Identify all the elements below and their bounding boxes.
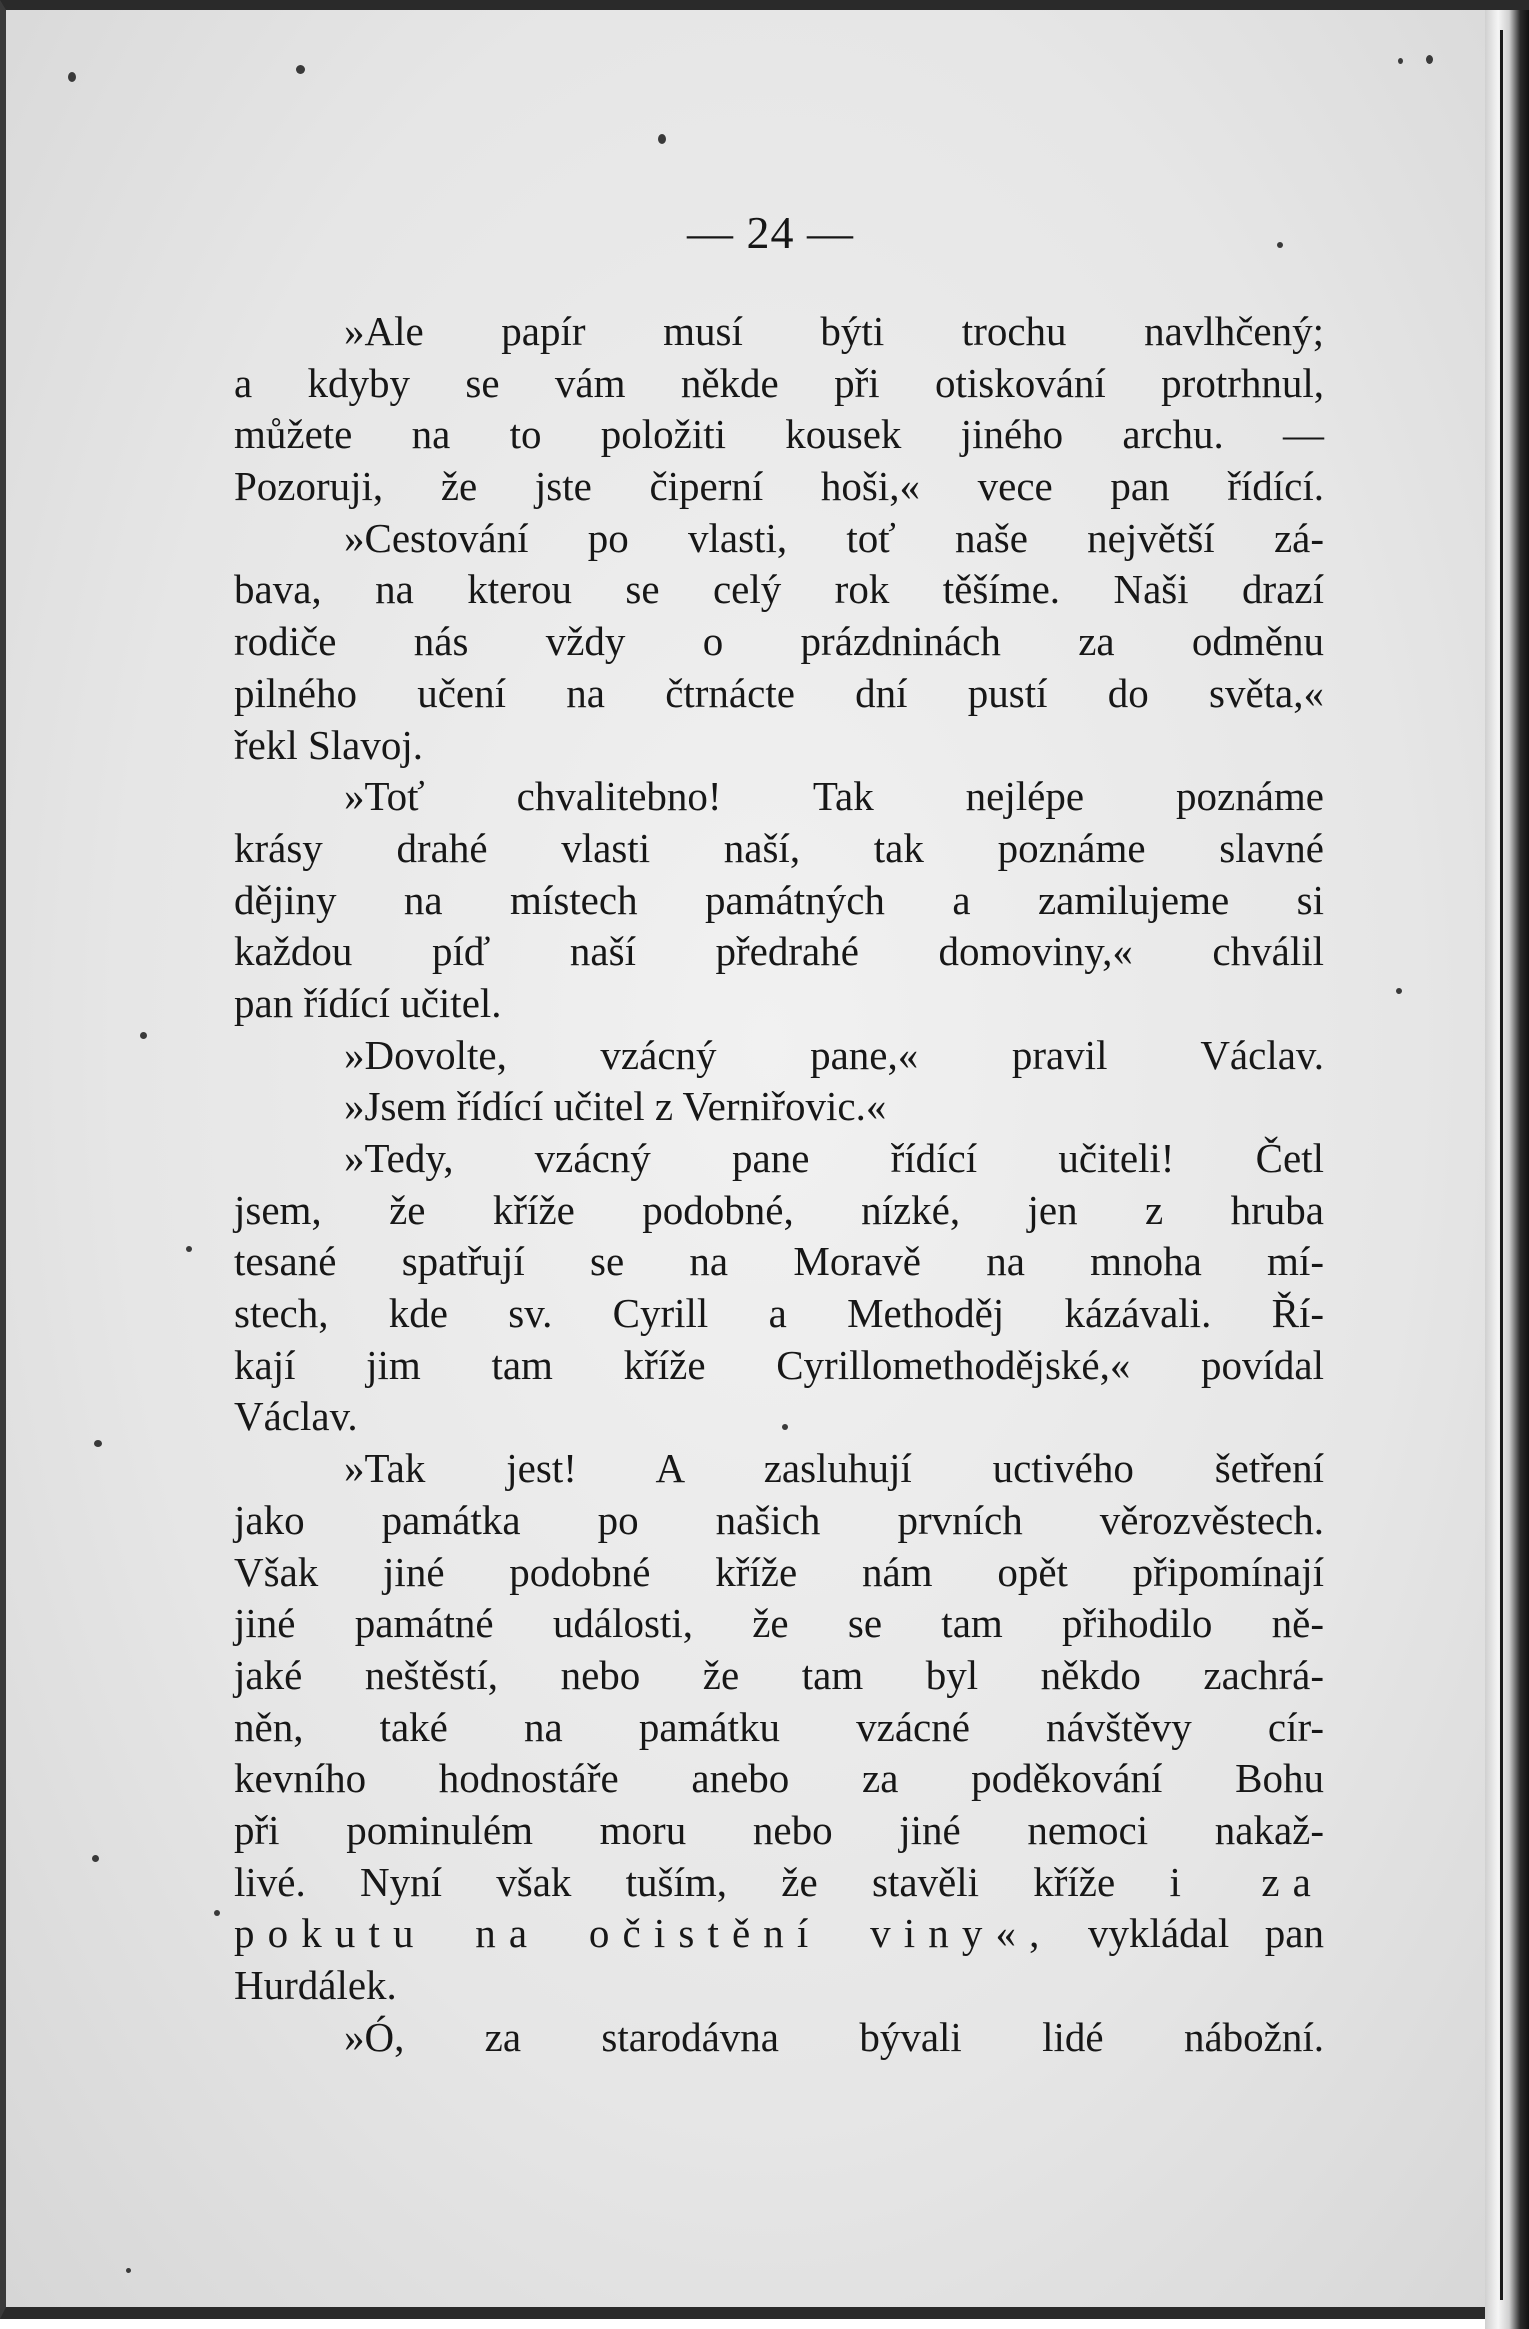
- text-line: »Tedy, vzácný pane řídící učiteli! Četl: [344, 1135, 1324, 1181]
- text-line: »Tak jest! A zasluhují uctivého šetření: [344, 1445, 1324, 1492]
- text-line: »Jsem řídící učitel z Verniřovic.«: [344, 1083, 887, 1130]
- text-line: pilného učení na čtrnácte dní pustí do světa,«: [234, 669, 1324, 716]
- text-line: »Toť chvalitebno! Tak nejlépe poznáme: [344, 773, 1324, 820]
- print-speck: [1426, 55, 1433, 64]
- text-line: jsem, že kříže podobné, nízké, jen z hruba: [234, 1186, 1324, 1233]
- text-line: každou píď naší předrahé domoviny,« chválil: [234, 928, 1324, 975]
- text-line: něn, také na památku vzácné návštěvy cír-: [234, 1703, 1324, 1750]
- text-line: jiné památné události, že se tam přihodilo ně-: [234, 1600, 1324, 1647]
- text-line: stech, kde sv. Cyrill a Methoděj kázávali. Ří-: [234, 1290, 1324, 1337]
- text-line: Pozoruji, že jste čiperní hoši,« vece pan řídící.: [234, 463, 1324, 510]
- text-line: Však jiné podobné kříže nám opět připomínají: [234, 1548, 1324, 1595]
- text-line: při pominulém moru nebo jiné nemoci nakaž-: [234, 1806, 1324, 1853]
- text-line: a kdyby se vám někde při otiskování protrhnul,: [234, 359, 1324, 406]
- print-speck: [126, 2268, 131, 2273]
- text-line: pan řídící učitel.: [234, 979, 502, 1026]
- text-line: můžete na to položiti kousek jiného archu. —: [234, 411, 1324, 458]
- text-line: krásy drahé vlasti naší, tak poznáme slavné: [234, 824, 1324, 871]
- print-speck: [658, 134, 666, 144]
- text-line: kají jim tam kříže Cyrillomethodějské,« povídal: [234, 1341, 1324, 1388]
- print-speck: [214, 1910, 220, 1916]
- spaced-phrase: pokutu na očistění viny«,: [234, 1910, 1053, 1957]
- text-line: jaké neštěstí, nebo že tam byl někdo zachrá-: [234, 1651, 1324, 1698]
- print-speck: [782, 1424, 788, 1430]
- text-line: bava, na kterou se celý rok těšíme. Naši drazí: [234, 566, 1324, 613]
- text-line: »Ale papír musí býti trochu navlhčený;: [344, 308, 1324, 354]
- text-line: Hurdálek.: [234, 1962, 397, 2008]
- print-speck: [1398, 58, 1403, 64]
- text-line: [234, 1857, 1324, 1909]
- text-line: tesané spatřují se na Moravě na mnoha mí-: [234, 1238, 1324, 1285]
- print-speck: [94, 1440, 102, 1447]
- print-speck: [92, 1855, 99, 1862]
- spaced-phrase: i za: [1169, 1858, 1324, 1905]
- text-line: »Cestování po vlasti, toť naše největší zá-: [344, 514, 1324, 561]
- print-speck: [140, 1032, 147, 1039]
- text-line: jako památka po našich prvních věrozvěstech.: [234, 1496, 1324, 1543]
- text-line: »Ó, za starodávna bývali lidé nábožní.: [344, 2013, 1324, 2060]
- text-line: Václav.: [234, 1393, 358, 1440]
- text-line-part: vykládal pan: [1088, 1910, 1324, 1957]
- text-line: [234, 1908, 1324, 1960]
- text-line: »Dovolte, vzácný pane,« pravil Václav.: [344, 1031, 1324, 1078]
- spine-edge-line: [1500, 30, 1503, 2300]
- text-line: rodiče nás vždy o prázdninách za odměnu: [234, 618, 1324, 665]
- print-speck: [1277, 242, 1283, 248]
- print-speck: [1396, 988, 1402, 994]
- print-speck: [296, 65, 305, 74]
- text-line-part: livé. Nyní však tuším, že stavěli kříže: [234, 1858, 1116, 1905]
- body-text: [234, 306, 1324, 2063]
- text-line: dějiny na místech památných a zamilujeme si: [234, 876, 1324, 923]
- text-line: řekl Slavoj.: [234, 721, 424, 768]
- text-line: kevního hodnostáře anebo za poděkování Bohu: [234, 1755, 1324, 1802]
- book-spine: [1485, 10, 1529, 2329]
- print-speck: [186, 1246, 192, 1252]
- page-number: — 24 —: [687, 207, 854, 258]
- print-speck: [68, 72, 76, 82]
